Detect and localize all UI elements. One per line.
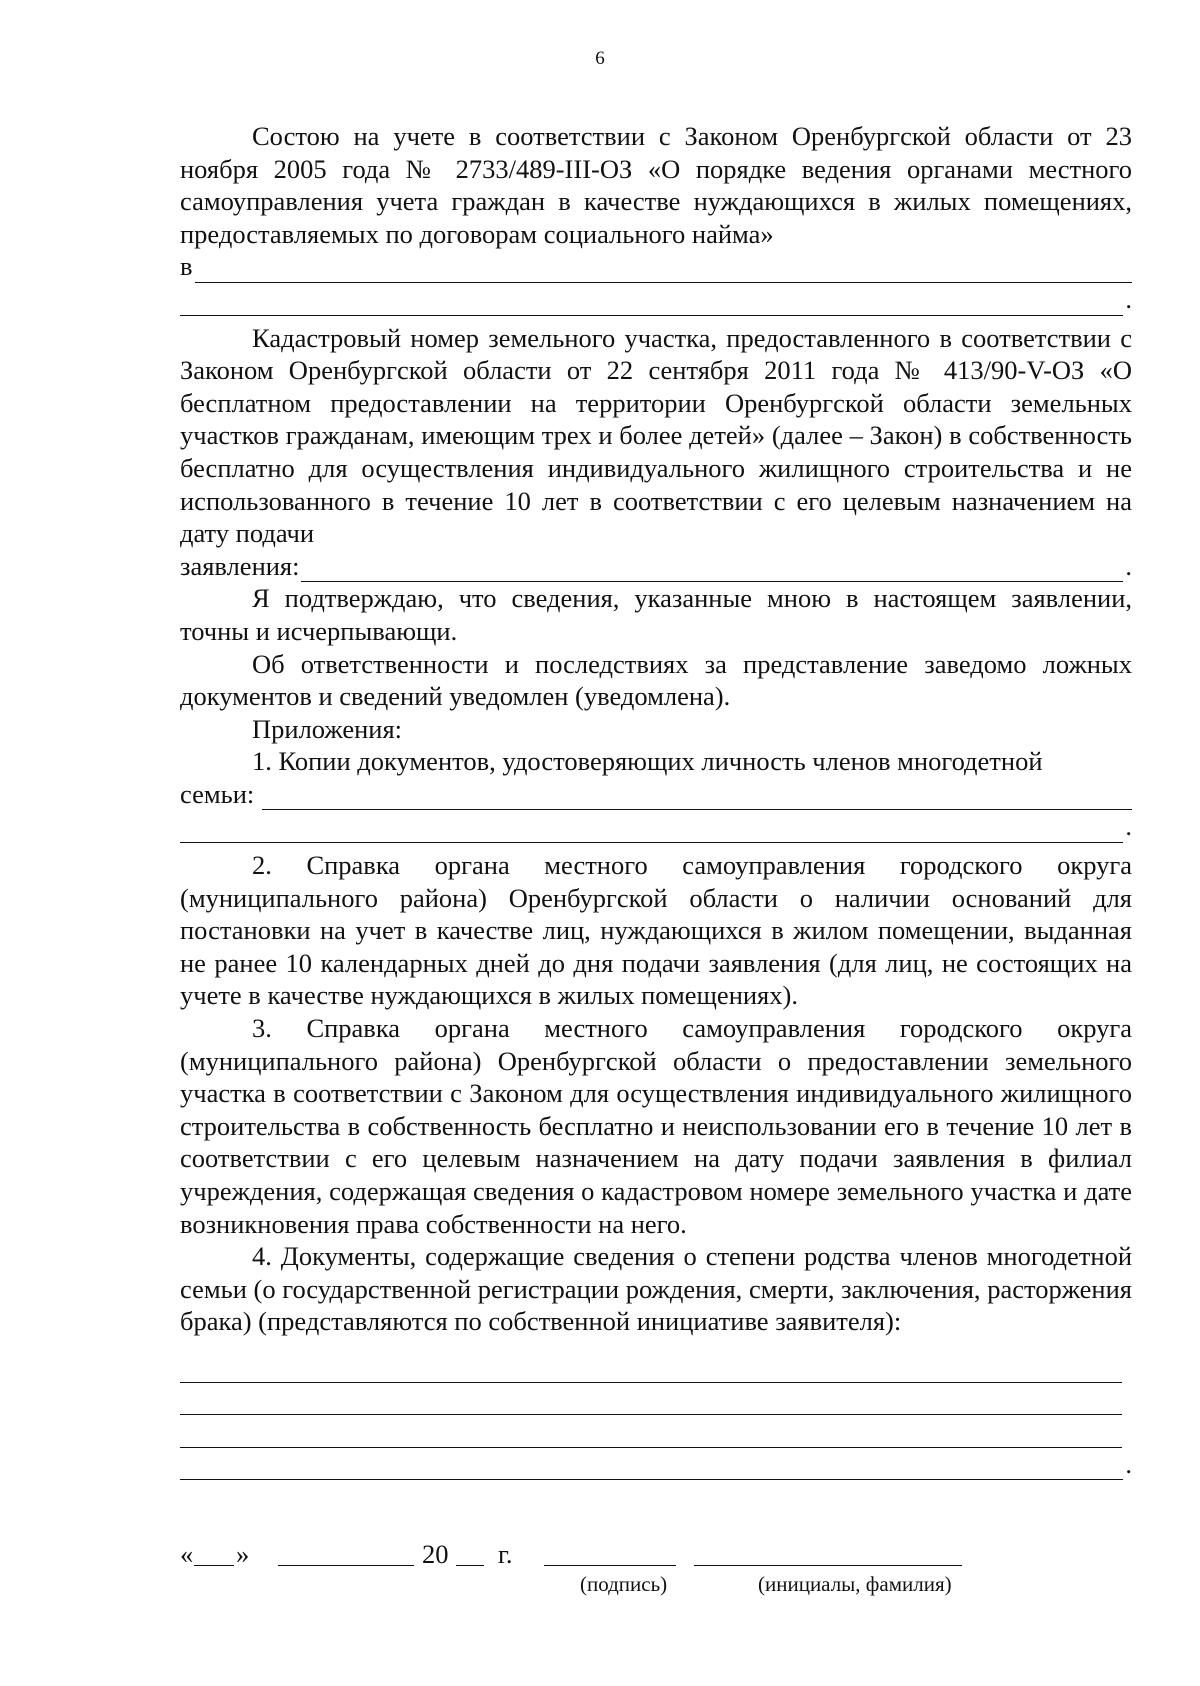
signature-blank[interactable] (544, 1565, 676, 1566)
cadastral-fill-label: заявления: (180, 550, 300, 581)
attachment-4-blank-1[interactable] (180, 1350, 1132, 1383)
responsibility-paragraph: Об ответственности и последствиях за представление заведомо ложных документов и сведений уведомлен (уведомлена). (180, 648, 1132, 712)
attachment-4-blank-3[interactable] (180, 1415, 1132, 1448)
attachment-1-fill-line-2[interactable] (180, 810, 1132, 843)
attachment-1-blank-2[interactable] (180, 818, 1123, 843)
cadastral-end-dot: . (1125, 550, 1132, 581)
attachment-1-fill-line[interactable] (180, 778, 1132, 811)
document-body (180, 120, 1132, 1480)
attachment-4-blank-4[interactable] (180, 1448, 1132, 1481)
cadastral-paragraph: Кадастровый номер земельного участка, предоставленного в соответствии с Законом Оренбургской области от 22 сентября 2011 года № 413/90-V-ОЗ «О бесплатном предоставлении на территории Оренбургской области земельных участков гражданам, имеющим трех и более детей» (далее – Закон) в собственность бесплатно для осуществления индивидуального жилищного строительства и не использованного в течение 10 лет в соответствии с его целевым назначением на дату подачи (180, 322, 1132, 549)
attachment-4: 4. Документы, содержащие сведения о степени родства членов многодетной семьи (о государственной регистрации рождения, смерти, заключения, расторжения брака) (представляются по собственной инициативе заявителя): (180, 1241, 1132, 1337)
attachment-3: 3. Справка органа местного самоуправления городского округа (муниципального района) Оренбургской области о предоставлении земельного участка в соответствии с Законом для осуществления индивидуального жилищного строительства в собственность бесплатно и неиспользовании его в течение 10 лет в соответствии с его целевым назначением на дату подачи заявления в филиал учреждения, содержащая сведения о кадастровом номере земельного участка и дате возникновения права собственности на него. (180, 1013, 1132, 1239)
attachment-1: 1. Копии документов, удостоверяющих личность членов многодетной (252, 746, 1043, 777)
attachment-2: 2. Справка органа местного самоуправления городского округа (муниципального района) Оренбургской области о наличии оснований для постановки на учет в качестве лиц, нуждающихся в жилом помещении, выданная не ранее 10 календарных дней до дня подачи заявления (для лиц, не состоящих на учете в качестве нуждающихся в жилых помещениях). (180, 850, 1132, 1011)
attachment-1-end-dot: . (1125, 811, 1132, 842)
attachment-4-underline-3[interactable] (180, 1423, 1122, 1448)
name-blank[interactable] (694, 1565, 962, 1566)
attachment-4-underline-2[interactable] (180, 1390, 1122, 1415)
registration-end-dot: . (1125, 283, 1132, 314)
registration-fill-line[interactable] (180, 250, 1132, 283)
attachment-4-underline-4[interactable] (180, 1455, 1123, 1480)
attachment-4-end-dot: . (1125, 1448, 1132, 1479)
registration-blank[interactable] (195, 258, 1132, 283)
cadastral-number-blank[interactable] (301, 557, 1123, 582)
registration-paragraph: Состою на учете в соответствии с Законом Оренбургской области от 23 ноября 2005 года № 2733/489-III-ОЗ «О порядке ведения органами местного самоуправления учета граждан в качестве нуждающихся в жилых помещениях, предоставляемых по договорам социального найма» (180, 121, 1132, 249)
signature-caption: (подпись) (580, 1572, 668, 1596)
year-prefix: 20 (422, 1539, 449, 1569)
signature-row (180, 1536, 1132, 1570)
registration-fill-line-2[interactable] (180, 283, 1132, 316)
attachments-heading: Приложения: (252, 713, 403, 744)
date-close-quote: » (236, 1539, 250, 1569)
year-suffix: г. (498, 1539, 513, 1569)
page-number: 6 (595, 48, 605, 69)
attachment-4-blank-2[interactable] (180, 1383, 1132, 1416)
month-blank[interactable] (278, 1565, 414, 1566)
attachment-1-blank[interactable] (262, 785, 1132, 810)
year-blank[interactable] (456, 1565, 484, 1566)
date-open-quote: « (180, 1539, 194, 1569)
registration-blank-2[interactable] (180, 291, 1123, 316)
confirmation-paragraph: Я подтверждаю, что сведения, указанные мною в настоящем заявлении, точны и исчерпывающи. (180, 583, 1132, 646)
attachment-1-fill-label: семьи: (180, 778, 255, 809)
attachment-4-underline-1[interactable] (180, 1358, 1122, 1383)
day-blank[interactable] (194, 1565, 234, 1566)
name-caption: (инициалы, фамилия) (758, 1572, 952, 1596)
registration-fill-prefix: в (180, 251, 193, 282)
cadastral-fill-line[interactable] (180, 550, 1132, 583)
